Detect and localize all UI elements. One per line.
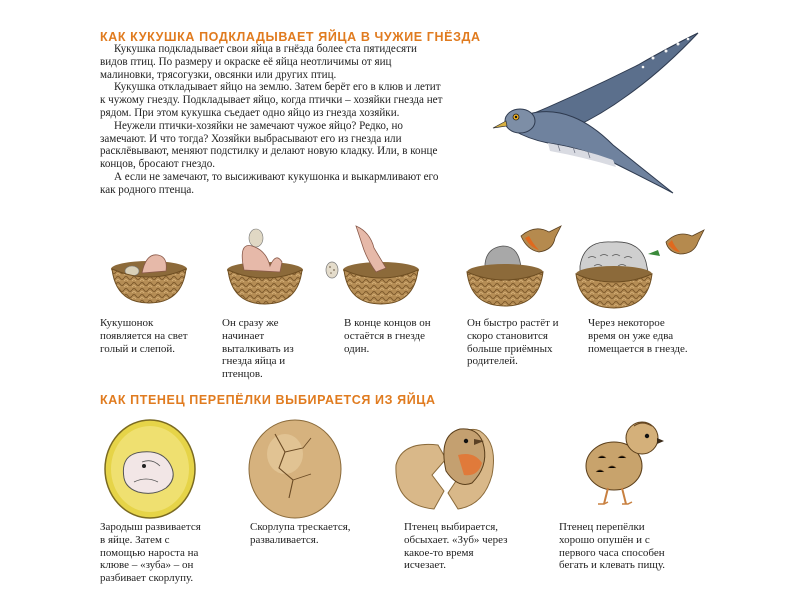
- cuckoo-intro-text: [100, 43, 445, 197]
- intro-paragraph: Неужели птички-хозяйки не замечают чужое яйцо? Редко, но замечают. И что тогда? Хозяйки выбрасывают его из гнезда или расклёвывают, меняют подстилку и делают новую кладку. Или, в конце концов, бросают гнездо.: [100, 119, 438, 171]
- egg-icon: [325, 261, 339, 279]
- cuckoo-caption-4: Он быстро растёт и скоро становится больше приёмных родителей.: [467, 317, 559, 368]
- quail-section-title: КАК ПТЕНЕЦ ПЕРЕПЁЛКИ ВЫБИРАЕТСЯ ИЗ ЯЙЦА: [100, 393, 436, 407]
- nest-alone-chick-icon: [340, 218, 422, 308]
- cuckoo-bird-icon: [488, 25, 703, 205]
- cuckoo-caption-3: В конце концов он остаётся в гнезде один.: [344, 317, 431, 355]
- quail-caption-1: Зародыш развивается в яйце. Затем с помощью нароста на клюве – «зуба» – он разбивает скорлупу.: [100, 521, 201, 585]
- quail-caption-2: Скорлупа трескается, разваливается.: [250, 521, 351, 546]
- cracked-egg-icon: [245, 418, 345, 520]
- intro-paragraph: А если не замечают, то высиживают кукушонка и выкармливают его как родного птенца.: [100, 170, 439, 196]
- cuckoo-caption-2: Он сразу же начинает выталкивать из гнезда яйца и птенцов.: [222, 317, 294, 381]
- intro-paragraph: Кукушка подкладывает свои яйца в гнёзда более ста пятидесяти видов птиц. По размеру и окраске её яйца неотличимы от яиц малиновки, трясогузки, овсянки или других птиц.: [100, 43, 417, 81]
- cuckoo-caption-1: Кукушонок появляется на свет голый и слепой.: [100, 317, 188, 355]
- cuckoo-section-title: КАК КУКУШКА ПОДКЛАДЫВАЕТ ЯЙЦА В ЧУЖИЕ ГНЁЗДА: [100, 30, 481, 44]
- egg-embryo-icon: [100, 418, 200, 520]
- nest-pushing-egg-icon: [224, 222, 306, 308]
- nest-fed-chick-icon: [463, 222, 571, 310]
- quail-caption-3: Птенец выбирается, обсыхает. «Зуб» через какое-то время исчезает.: [404, 521, 508, 572]
- quail-caption-4: Птенец перепёлки хорошо опушён и с первого часа способен бегать и клевать пищу.: [559, 521, 665, 572]
- nest-with-chick-icon: [108, 245, 190, 307]
- hatching-chick-icon: [388, 405, 500, 515]
- nest-big-chick-icon: [574, 222, 708, 310]
- intro-paragraph: Кукушка откладывает яйцо на землю. Затем берёт его в клюв и летит к чужому гнезду. Подкладывает яйцо, когда птички – хозяйки гнезда нет рядом. При этом кукушка съедает одно яйцо из гнезда хозяйки.: [100, 81, 443, 119]
- quail-chick-icon: [568, 408, 668, 508]
- cuckoo-caption-5: Через некоторое время он уже едва помещается в гнезде.: [588, 317, 688, 355]
